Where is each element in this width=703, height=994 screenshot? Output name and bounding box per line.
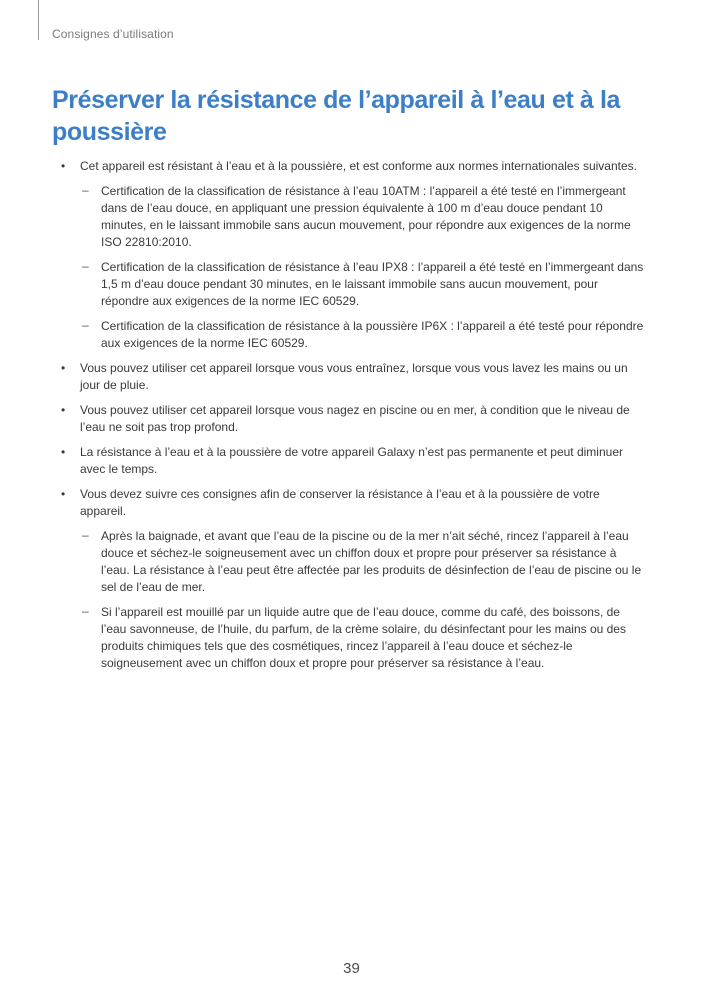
sub-item-1-1 <box>80 183 648 251</box>
dash-marker: – <box>82 318 89 332</box>
sub-text-1-2: Certification de la classification de résistance à l’eau IPX8 : l’appareil a été testé en l’immergeant dans 1,5 m d’eau douce pendant 30 minutes, en le laissant immobile sans aucun mouvement, pour répondre aux exigences de la norme IEC 60529. <box>101 260 644 308</box>
bullet-item-2 <box>52 360 648 394</box>
bullet-text-5: Vous devez suivre ces consignes afin de conserver la résistance à l’eau et à la poussière de votre appareil. <box>80 487 600 518</box>
dash-marker: – <box>82 183 89 197</box>
bullet-marker: • <box>61 159 66 173</box>
dash-marker: – <box>82 259 89 273</box>
bullet-marker: • <box>61 487 66 501</box>
page-number: 39 <box>343 960 360 977</box>
bullet-marker: • <box>61 445 66 459</box>
header-side-rule <box>38 0 39 40</box>
sub-text-1-3: Certification de la classification de résistance à la poussière IP6X : l’appareil a été testé pour répondre aux exigences de la norme IEC 60529. <box>101 319 644 350</box>
bullet-item-4 <box>52 444 648 478</box>
bullet-text-4: La résistance à l’eau et à la poussière de votre appareil Galaxy n’est pas permanente et peut diminuer avec le temps. <box>80 445 623 476</box>
sub-text-5-2: Si l’appareil est mouillé par un liquide autre que de l’eau douce, comme du café, des boissons, de l’eau savonneuse, de l’huile, du parfum, de la crème solaire, du désinfectant pour les mains ou des produits chimiques tels que des cosmétiques, rincez l’appareil à l’eau douce et séchez-le soigneusement avec un chiffon doux et propre pour préserver sa résistance à l’eau. <box>101 605 626 670</box>
bullet-text-2: Vous pouvez utiliser cet appareil lorsque vous vous entraînez, lorsque vous vous lavez les mains ou un jour de pluie. <box>80 361 628 392</box>
page-title: Préserver la résistance de l’appareil à l’eau et à la poussière <box>52 86 621 146</box>
sublist-5 <box>80 528 648 672</box>
bullet-text-3: Vous pouvez utiliser cet appareil lorsque vous nagez en piscine ou en mer, à condition que le niveau de l’eau ne soit pas trop profond. <box>80 403 630 434</box>
sub-item-5-1 <box>80 528 648 596</box>
bullet-text-1: Cet appareil est résistant à l’eau et à la poussière, et est conforme aux normes internationales suivantes. <box>80 159 637 173</box>
bullet-item-5 <box>52 486 648 672</box>
sub-item-1-2 <box>80 259 648 310</box>
bullet-marker: • <box>61 403 66 417</box>
dash-marker: – <box>82 528 89 542</box>
bullet-item-3 <box>52 402 648 436</box>
sublist-1 <box>80 183 648 352</box>
bullet-item-1 <box>52 158 648 352</box>
sub-text-5-1: Après la baignade, et avant que l’eau de la piscine ou de la mer n’ait séché, rincez l’appareil à l’eau douce et séchez-le soigneusement avec un chiffon doux et propre pour préserver sa résistance à l’eau. La résistance à l’eau peut être affectée par les produits de désinfection de l’eau de piscine ou le sel de l’eau de mer. <box>101 529 642 594</box>
content <box>52 158 648 680</box>
sub-item-5-2 <box>80 604 648 672</box>
sub-text-1-1: Certification de la classification de résistance à l’eau 10ATM : l’appareil a été testé en l’immergeant dans de l’eau douce, en appliquant une pression équivalente à 100 m d’eau douce pendant 10 minutes, en le laissant immobile sans aucun mouvement, pour répondre aux exigences de la norme ISO 22810:2010. <box>101 184 631 249</box>
sub-item-1-3 <box>80 318 648 352</box>
dash-marker: – <box>82 604 89 618</box>
section-header: Consignes d’utilisation <box>52 27 174 41</box>
bullet-marker: • <box>61 361 66 375</box>
